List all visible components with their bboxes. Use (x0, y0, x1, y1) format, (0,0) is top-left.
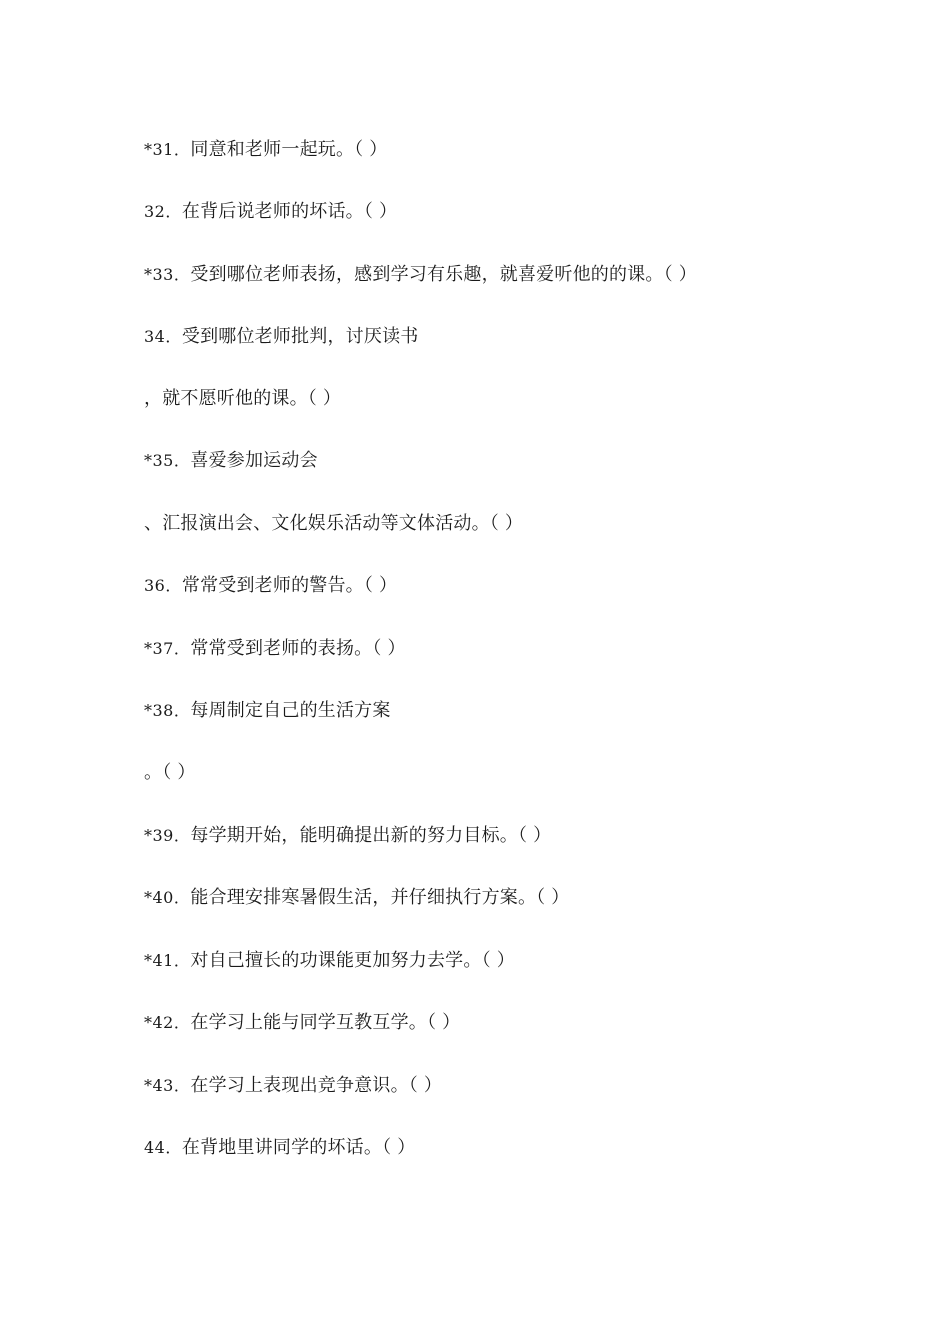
question-text: 喜爱参加运动会 (190, 450, 318, 471)
question-text: 在学习上能与同学互教互学。（ ） (190, 1012, 461, 1033)
question-text: 。（ ） (144, 762, 196, 783)
question-text: 在学习上表现出竞争意识。（ ） (190, 1075, 443, 1096)
question-number: 36． (144, 576, 182, 595)
question-text: ，就不愿听他的课。（ ） (144, 388, 342, 409)
question-text: 、汇报演出会、文化娱乐活动等文体活动。（ ） (144, 513, 524, 534)
question-text: 能合理安排寒暑假生活，并仔细执行方案。（ ） (190, 887, 570, 908)
question-40 (144, 883, 570, 913)
question-41 (144, 946, 515, 976)
question-text: 常常受到老师的警告。（ ） (181, 575, 398, 596)
question-text: 受到哪位老师表扬，感到学习有乐趣，就喜爱听他的的课。（ ） (190, 264, 697, 285)
question-number: *38． (144, 701, 191, 720)
question-text: 每学期开始，能明确提出新的努力目标。（ ） (190, 825, 552, 846)
question-39 (144, 821, 551, 851)
question-text: 在背地里讲同学的坏话。（ ） (181, 1137, 416, 1158)
question-number: 34． (144, 327, 182, 346)
question-text: 每周制定自己的生活方案 (190, 700, 391, 721)
question-text: 受到哪位老师批判，讨厌读书 (181, 326, 419, 347)
question-38-continued (144, 758, 196, 788)
question-number: *31． (144, 140, 191, 159)
question-text: 同意和老师一起玩。（ ） (190, 139, 388, 160)
question-number: *37． (144, 639, 191, 658)
question-42 (144, 1008, 460, 1038)
question-32 (144, 197, 397, 227)
question-34-continued (144, 384, 341, 414)
question-number: *40． (144, 888, 191, 907)
question-34 (144, 322, 418, 352)
question-text: 对自己擅长的功课能更加努力去学。（ ） (190, 950, 515, 971)
question-43 (144, 1071, 442, 1101)
question-36 (144, 571, 397, 601)
question-44 (144, 1133, 415, 1163)
question-33 (144, 260, 697, 290)
question-text: 在背后说老师的坏话。（ ） (181, 201, 398, 222)
question-number: *39． (144, 826, 191, 845)
question-31 (144, 135, 388, 165)
question-35-continued (144, 509, 523, 539)
question-number: *43． (144, 1076, 191, 1095)
question-number: *33． (144, 265, 191, 284)
question-number: 44． (144, 1138, 182, 1157)
question-number: 32． (144, 202, 182, 221)
question-number: *42． (144, 1013, 191, 1032)
question-text: 常常受到老师的表扬。（ ） (190, 638, 406, 659)
question-38 (144, 696, 391, 726)
question-number: *41． (144, 951, 191, 970)
question-35 (144, 446, 318, 476)
question-37 (144, 634, 406, 664)
question-number: *35． (144, 451, 191, 470)
